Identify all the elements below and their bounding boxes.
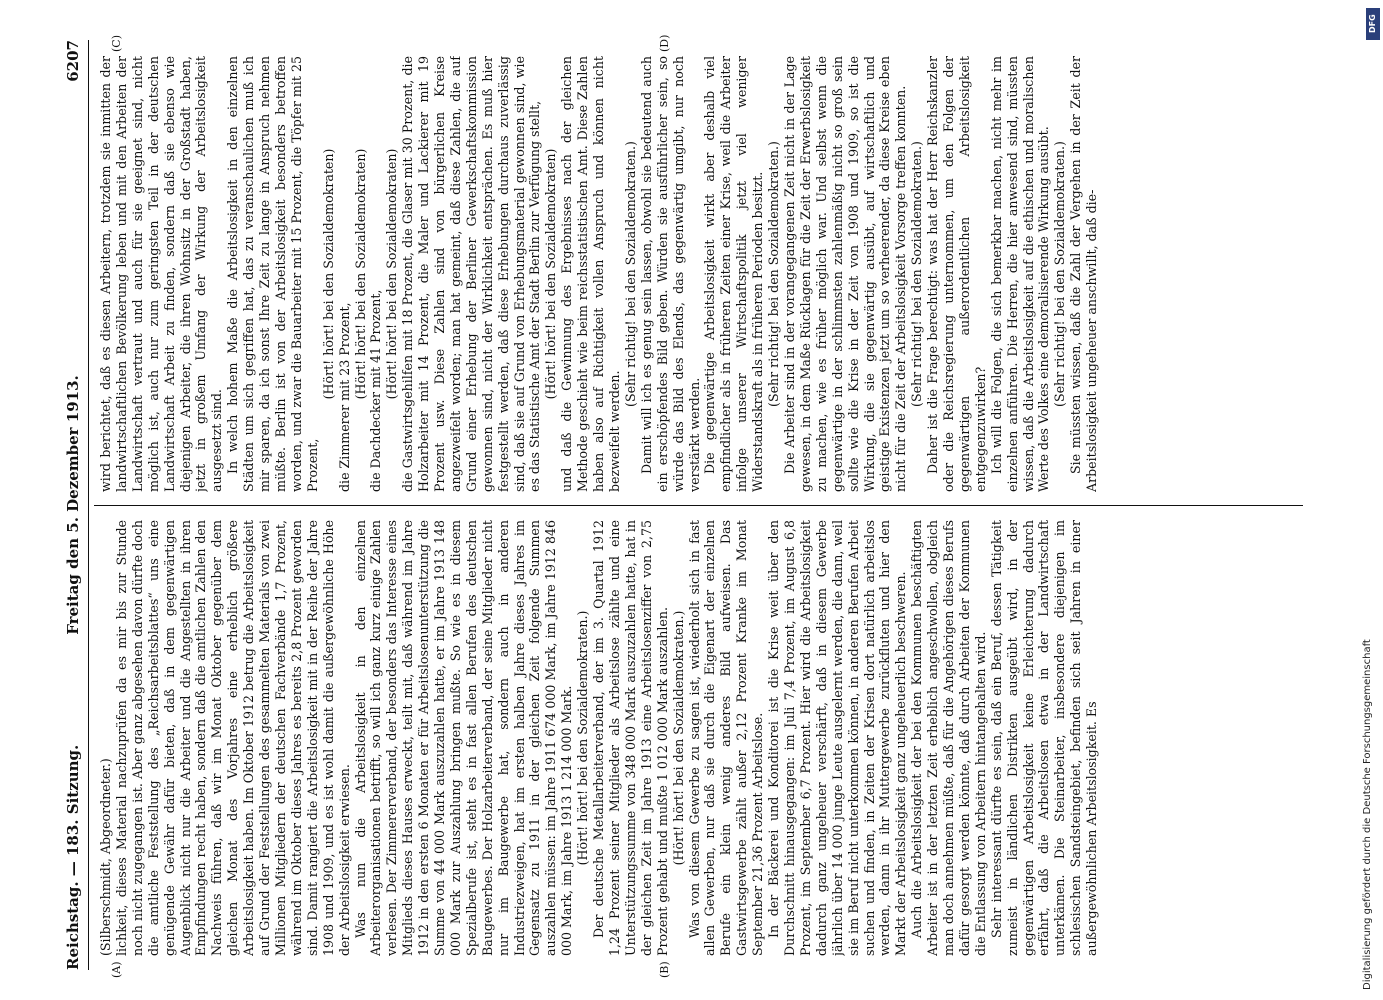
paragraph: die Dachdecker mit 41 Prozent, (368, 289, 384, 492)
paragraph: Damit will ich es genug sein lassen, obwohl sie bedeutend auch ein erschöpfendes Bild geben. Würden sie ausführlicher sein, so würde das Bild des Elends, das gegenwärtig umgibt, nur noch verstärkt werden. (638, 56, 702, 492)
interjection: (Sehr richtig! bei den Sozialdemokraten.) (909, 141, 925, 407)
interjection: (Hört! hört! bei den Sozialdemokraten) (543, 148, 559, 400)
paragraph: Die gegenwärtige Arbeitslosigkeit wirkt aber deshalb viel empfindlicher als in früheren Zeiten einer Krise, weil die Arbeiter infolge unserer Wirtschaftspolitik jetzt viel weniger Widerstandskraft als in früheren Perioden besitzt. (702, 56, 766, 492)
header-left: Reichstag. — 183. Sitzung. (64, 744, 82, 970)
digitization-credit: Digitalisierung gefördert durch die Deutsche Forschungsgemeinschaft (1362, 639, 1373, 990)
paragraph: Was von diesem Gewerbe zu sagen ist, wiederholt sich in fast allen Gewerben, nur daß sie durch die Eigenart der einzelnen Berufe ein klein wenig anderes Bild aufweisen. Das Gastwirtsgewerbe zählt außer 2,12 Prozent Kranke im Monat September 21,36 Prozent Arbeitslose. (686, 520, 766, 956)
paragraph: und daß die Gewinnung des Ergebnisses nach der gleichen Methode geschieht wie beim reichsstatistischen Amt. Diese Zahlen haben also auf Richtigkeit vollen Anspruch und können nicht bezweifelt werden. (559, 56, 622, 492)
paragraph: die Gastwirtsgehilfen mit 18 Prozent, die Glaser mit 30 Prozent, die Holzarbeiter mit 14 Prozent, die Maler und Lackierer mit 19 Prozent usw. Diese Zahlen sind von bürgerlichen Kreise angezweifelt worden; man hat gemeint, daß diese Zahlen, die auf Grund einer Erhebung der Berliner Gewerkschaftskommission gewonnen sind, nicht der Wirklichkeit entsprächen. Es muß hier festgestellt werden, daß diese Erhebungen durchaus zuverlässig sind, daß sie auf Grund von Erhebungsmaterial gewonnen sind, wie es das Statistische Amt der Stadt Berlin zur Verfügung stellt, (400, 56, 543, 492)
speaker-line: (Silberschmidt, Abgeordneter.) (98, 758, 113, 956)
margin-letter-d: (D) (658, 34, 671, 52)
column-divider (94, 505, 1303, 506)
interjection: (Hört! hört! bei den Sozialdemokraten) (384, 148, 400, 400)
paragraph: In welch hohem Maße die Arbeitslosigkeit in den einzelnen Städten um sich gegriffen hat, das zu veranschaulichen muß ich mir sparen, da ich sonst Ihre Zeit zu lange in Anspruch nehmen müßte. Berlin ist von der Arbeitslosigkeit besonders betroffen worden, und zwar die Bauarbeiter mit 15 Prozent, die Töpfer mit 25 Prozent, (225, 56, 320, 492)
margin-letter-c: (C) (110, 35, 123, 52)
paragraph: Was nun die Arbeitslosigkeit in den einzelnen Arbeiterorganisationen betrifft, so will ich ganz kurz einige Zahlen verlesen. Der Zimmererverband, der besonders das Interesse eines Mitglieds dieses Hauses erweckt, teilt mit, daß während im Jahre 1912 in den ersten 6 Monaten er für Arbeitslosenunterstützung die Summe von 44 000 Mark auszuzahlen hatte, er im Jahre 1913 148 000 Mark zur Auszahlung bringen mußte. So wie es in diesem Spezialberufe ist, steht es in fast allen Berufen des deutschen Baugewerbes. Der Holzarbeiterverband, der seine Mitglieder nicht nur im Baugewerbe hat, sondern auch in anderen Industriezweigen, hat im ersten halben Jahre dieses Jahres im Gegensatz zu 1911 in der gleichen Zeit folgende Summen auszahlen müssen: im Jahre 1911 674 000 Mark, im Jahre 1912 846 000 Mark, im Jahre 1913 1 214 000 Mark. (352, 520, 575, 956)
paragraph: die Zimmerer mit 23 Prozent, (336, 302, 352, 492)
page-header (58, 40, 92, 970)
paragraph: wird berichtet, daß es diesen Arbeitern, trotzdem sie inmitten der landwirtschaftlichen Bevölkerung leben und mit den Arbeiten der Landwirtschaft vertraut und auch für sie geeignet sind, nicht möglich ist, auch nur zum geringsten Teil in der deutschen Landwirtschaft Arbeit zu finden, sondern daß sie ebenso wie diejenigen Arbeiter, die ihren Wohnsitz in der Großstadt haben, jetzt in großem Umfang der Wirkung der Arbeitslosigkeit ausgesetzt sind. (98, 56, 225, 492)
interjection: (Sehr richtig! bei den Sozialdemokraten.) (766, 141, 782, 407)
header-rule (88, 40, 89, 970)
paragraph: Sehr interessant dürfte es sein, daß ein Beruf, dessen Tätigkeit zumeist in ländlichen Distrikten ausgeübt wird, in der gegenwärtigen Arbeitslosigkeit keine Erleichterung dadurch erfährt, daß die Arbeitslosen etwa in der Landwirtschaft unterkämen. Die Steinarbeiter, insbesondere diejenigen im schlesischen Sandsteingebiet, befinden sich seit Jahren in einer außergewöhnlichen Arbeitslosigkeit. Es (988, 520, 1100, 956)
margin-letter-b: (B) (658, 961, 671, 978)
paragraph: Der deutsche Metallarbeiterverband, der im 3. Quartal 1912 1,24 Prozent seiner Mitglieder als Arbeitslose zählte und eine Unterstützungssumme von 348 000 Mark auszuzahlen hatte, hat in der gleichen Zeit im Jahre 1913 eine Arbeitslosenziffer von 2,75 Prozent gehabt und mußte 1 012 000 Mark auszahlen. (591, 520, 670, 956)
page-number: 6207 (64, 40, 82, 82)
right-column (98, 56, 1303, 492)
left-column (98, 520, 1303, 956)
paragraph: Die Arbeiter sind in der vorangegangenen Zeit nicht in der Lage gewesen, in dem Maße Rücklagen für die Zeit der Erwerbslosigkeit zu machen, wie es früher möglich war. Und selbst wenn die gegenwärtige in der schlimmsten zahlenmäßig nicht so groß sein sollte wie die Krise in der Zeit von 1908 und 1909, so ist die Wirkung, die sie gegenwärtig ausübt, auf wirtschaftlich und geistige Existenzen jetzt um so verheerender, da diese Kreise eben nicht für die Zeit der Arbeitslosigkeit Vorsorge treffen konnten. (781, 56, 909, 492)
paragraph: Daher ist die Frage berechtigt: was hat der Herr Reichskanzler oder die Reichsregierung unternommen, um den Folgen der gegenwärtigen außerordentlichen Arbeitslosigkeit entgegenzuwirken? (925, 56, 988, 492)
paragraph: In der Bäckerei und Konditorei ist die Krise weit über den Durchschnitt hinausgegangen: im Juli 7,4 Prozent, im August 6,8 Prozent, im September 6,7 Prozent. Hier wird die Arbeitslosigkeit dadurch ganz ungeheuer verschärft, daß in diesem Gewerbe jährlich über 14 000 junge Leute ausgelernt werden, die dann, weil sie im Beruf nicht unterkommen können, in anderen Berufen Arbeit suchen und finden, in Zeiten der Krisen dort natürlich arbeitslos werden, dann in ihr Muttergewerbe zurückfluten und hier den Markt der Arbeitslosigkeit ganz ungeheuerlich beschweren. (766, 520, 909, 956)
paragraph: Auch die Arbeitslosigkeit der bei den Kommunen beschäftigten Arbeiter ist in der letzten Zeit erheblich angeschwollen, obgleich man doch annehmen müßte, daß für die Angehörigen dieses Berufs dafür gesorgt werden könnte, daß durch Arbeiten der Kommunen die Entlassung von Arbeitern hintangehalten wird. (909, 520, 988, 956)
paragraph: Sie müssten wissen, daß die Zahl der Vergehen in der Zeit der Arbeitslosigkeit ungeheuer anschwillt, daß die- (1068, 56, 1100, 492)
interjection: (Hört! hört! bei den Sozialdemokraten) (352, 148, 368, 400)
interjection: (Hört! hört! bei den Sozialdemokraten) (320, 148, 336, 400)
margin-letter-a: (A) (110, 961, 123, 978)
interjection: (Sehr richtig! bei den Sozialdemokraten.) (1052, 141, 1068, 407)
header-center: Freitag den 5. Dezember 1913. (64, 375, 82, 635)
document-page (58, 30, 1323, 980)
dfg-logo: DFG (1366, 8, 1380, 40)
paragraph: Ich will die Folgen, die sich bemerkbar machen, nicht mehr im einzelnen anführen. Die Herren, die hier anwesend sind, müssten wissen, daß die Arbeitslosigkeit auf die ethischen und moralischen Werte des Volkes eine demoralisierende Wirkung ausübt. (988, 56, 1052, 492)
interjection: (Hört! hört! bei den Sozialdemokraten.) (670, 610, 686, 866)
paragraph: lichkeit, dieses Material nachzuprüfen da es mir bis zur Stunde noch nicht zugegangen ist. Aber ganz abgesehen davon dürfte doch die amtliche Feststellung des „Reichsarbeitsblattes“ uns eine genügende Gewähr dafür bieten, daß in dem gegenwärtigen Augenblick nicht nur die Arbeiter und die Angestellten in ihren Empfindungen recht haben, sondern daß die amtlichen Zahlen den Nachweis führen, daß wir im Monat Oktober gegenüber dem gleichen Monat des Vorjahres eine erheblich größere Arbeitslosigkeit haben. Im Oktober 1912 betrug die Arbeitslosigkeit auf Grund der Feststellungen des gesammelten Materials von zwei Millionen Mitgliedern der deutschen Fachverbände 1,7 Prozent, während im Oktober dieses Jahres es bereits 2,8 Prozent geworden sind. Damit rangiert die Arbeitslosigkeit mit in der Reihe der Jahre 1908 und 1909, und es ist wohl damit die außergewöhnliche Höhe der Arbeitslosigkeit erwiesen. (113, 520, 352, 956)
interjection: (Hört! hört! bei den Sozialdemokraten.) (575, 610, 591, 866)
interjection: (Sehr richtig! bei den Sozialdemokraten.) (622, 141, 638, 407)
